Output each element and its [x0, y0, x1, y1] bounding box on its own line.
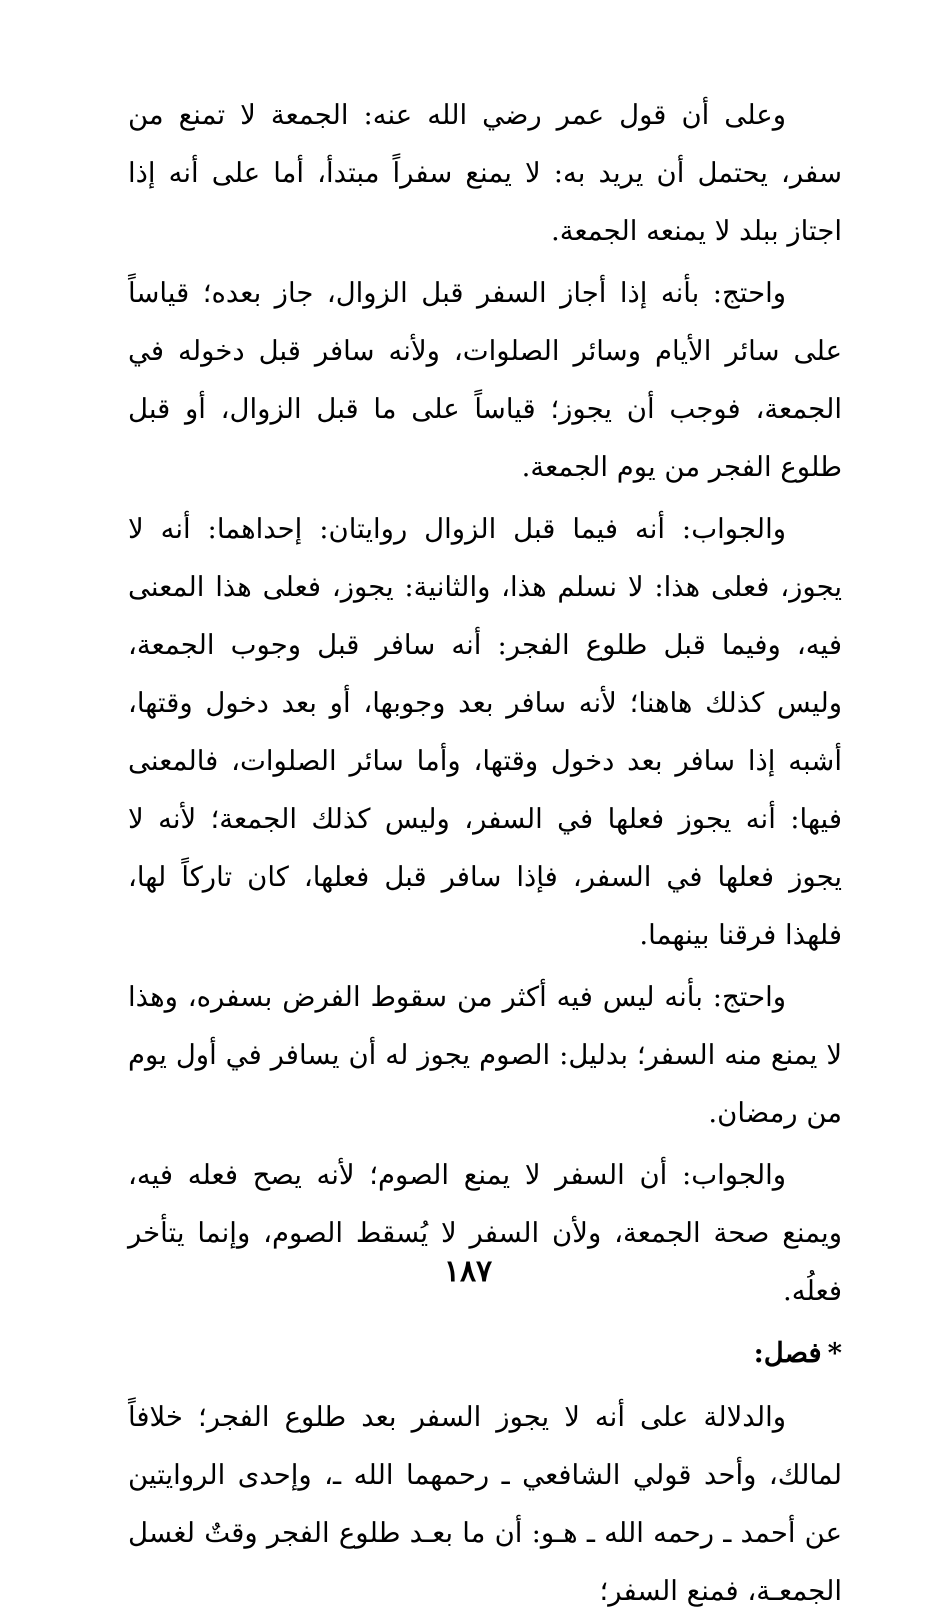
section-star-marker: *	[827, 1337, 842, 1369]
section-heading-row	[128, 1324, 842, 1382]
page-number: ١٨٧	[443, 1254, 493, 1289]
paragraph-1: وعلى أن قول عمر رضي الله عنه: الجمعة لا تمنع من سفر، يحتمل أن يريد به: لا يمنع سفراً مبتدأ، أما على أنه إذا اجتاز ببلد لا يمنعه الجمعة.	[128, 99, 842, 247]
paragraph-3: والجواب: أنه فيما قبل الزوال روايتان: إحداهما: أنه لا يجوز، فعلى هذا: لا نسلم هذا، والثانية: يجوز، فعلى هذا المعنى فيه، وفيما قبل طلوع الفجر: أنه سافر قبل وجوب الجمعة، وليس كذلك هاهنا؛ لأنه سافر بعد وجوبها، أو بعد دخول وقتها، أشبه إذا سافر بعد دخول وقتها، وأما سائر الصلوات، فالمعنى فيها: أنه يجوز فعلها في السفر، وليس كذلك الجمعة؛ لأنه لا يجوز فعلها في السفر، فإذا سافر قبل فعلها، كان تاركاً لها، فلهذا فرقنا بينهما.	[128, 513, 842, 951]
paragraph-2: واحتج: بأنه إذا أجاز السفر قبل الزوال، جاز بعده؛ قياساً على سائر الأيام وسائر الصلوات، ولأنه سافر قبل دخوله في الجمعة، فوجب أن يجوز؛ قياساً على ما قبل الزوال، أو قبل طلوع الفجر من يوم الجمعة.	[128, 277, 842, 483]
section-heading: فصل:	[753, 1337, 822, 1369]
section-paragraph: والدلالة على أنه لا يجوز السفر بعد طلوع الفجر؛ خلافاً لمالك، وأحد قولي الشافعي ـ رحمهما الله ـ، وإحدى الروايتين عن أحمد ـ رحمه الله ـ هـو: أن ما بعـد طلوع الفجر وقتٌ لغسل الجمعـة، فمنع السفر؛	[128, 1401, 842, 1607]
paragraph-4: واحتج: بأنه ليس فيه أكثر من سقوط الفرض بسفره، وهذا لا يمنع منه السفر؛ بدليل: الصوم يجوز له أن يسافر في أول يوم من رمضان.	[128, 981, 842, 1129]
paragraph-5: والجواب: أن السفر لا يمنع الصوم؛ لأنه يصح فعله فيه، ويمنع صحة الجمعة، ولأن السفر لا يُسقط الصوم، وإنما يتأخر فعلُه.	[128, 1159, 842, 1307]
page-body	[128, 86, 842, 1620]
